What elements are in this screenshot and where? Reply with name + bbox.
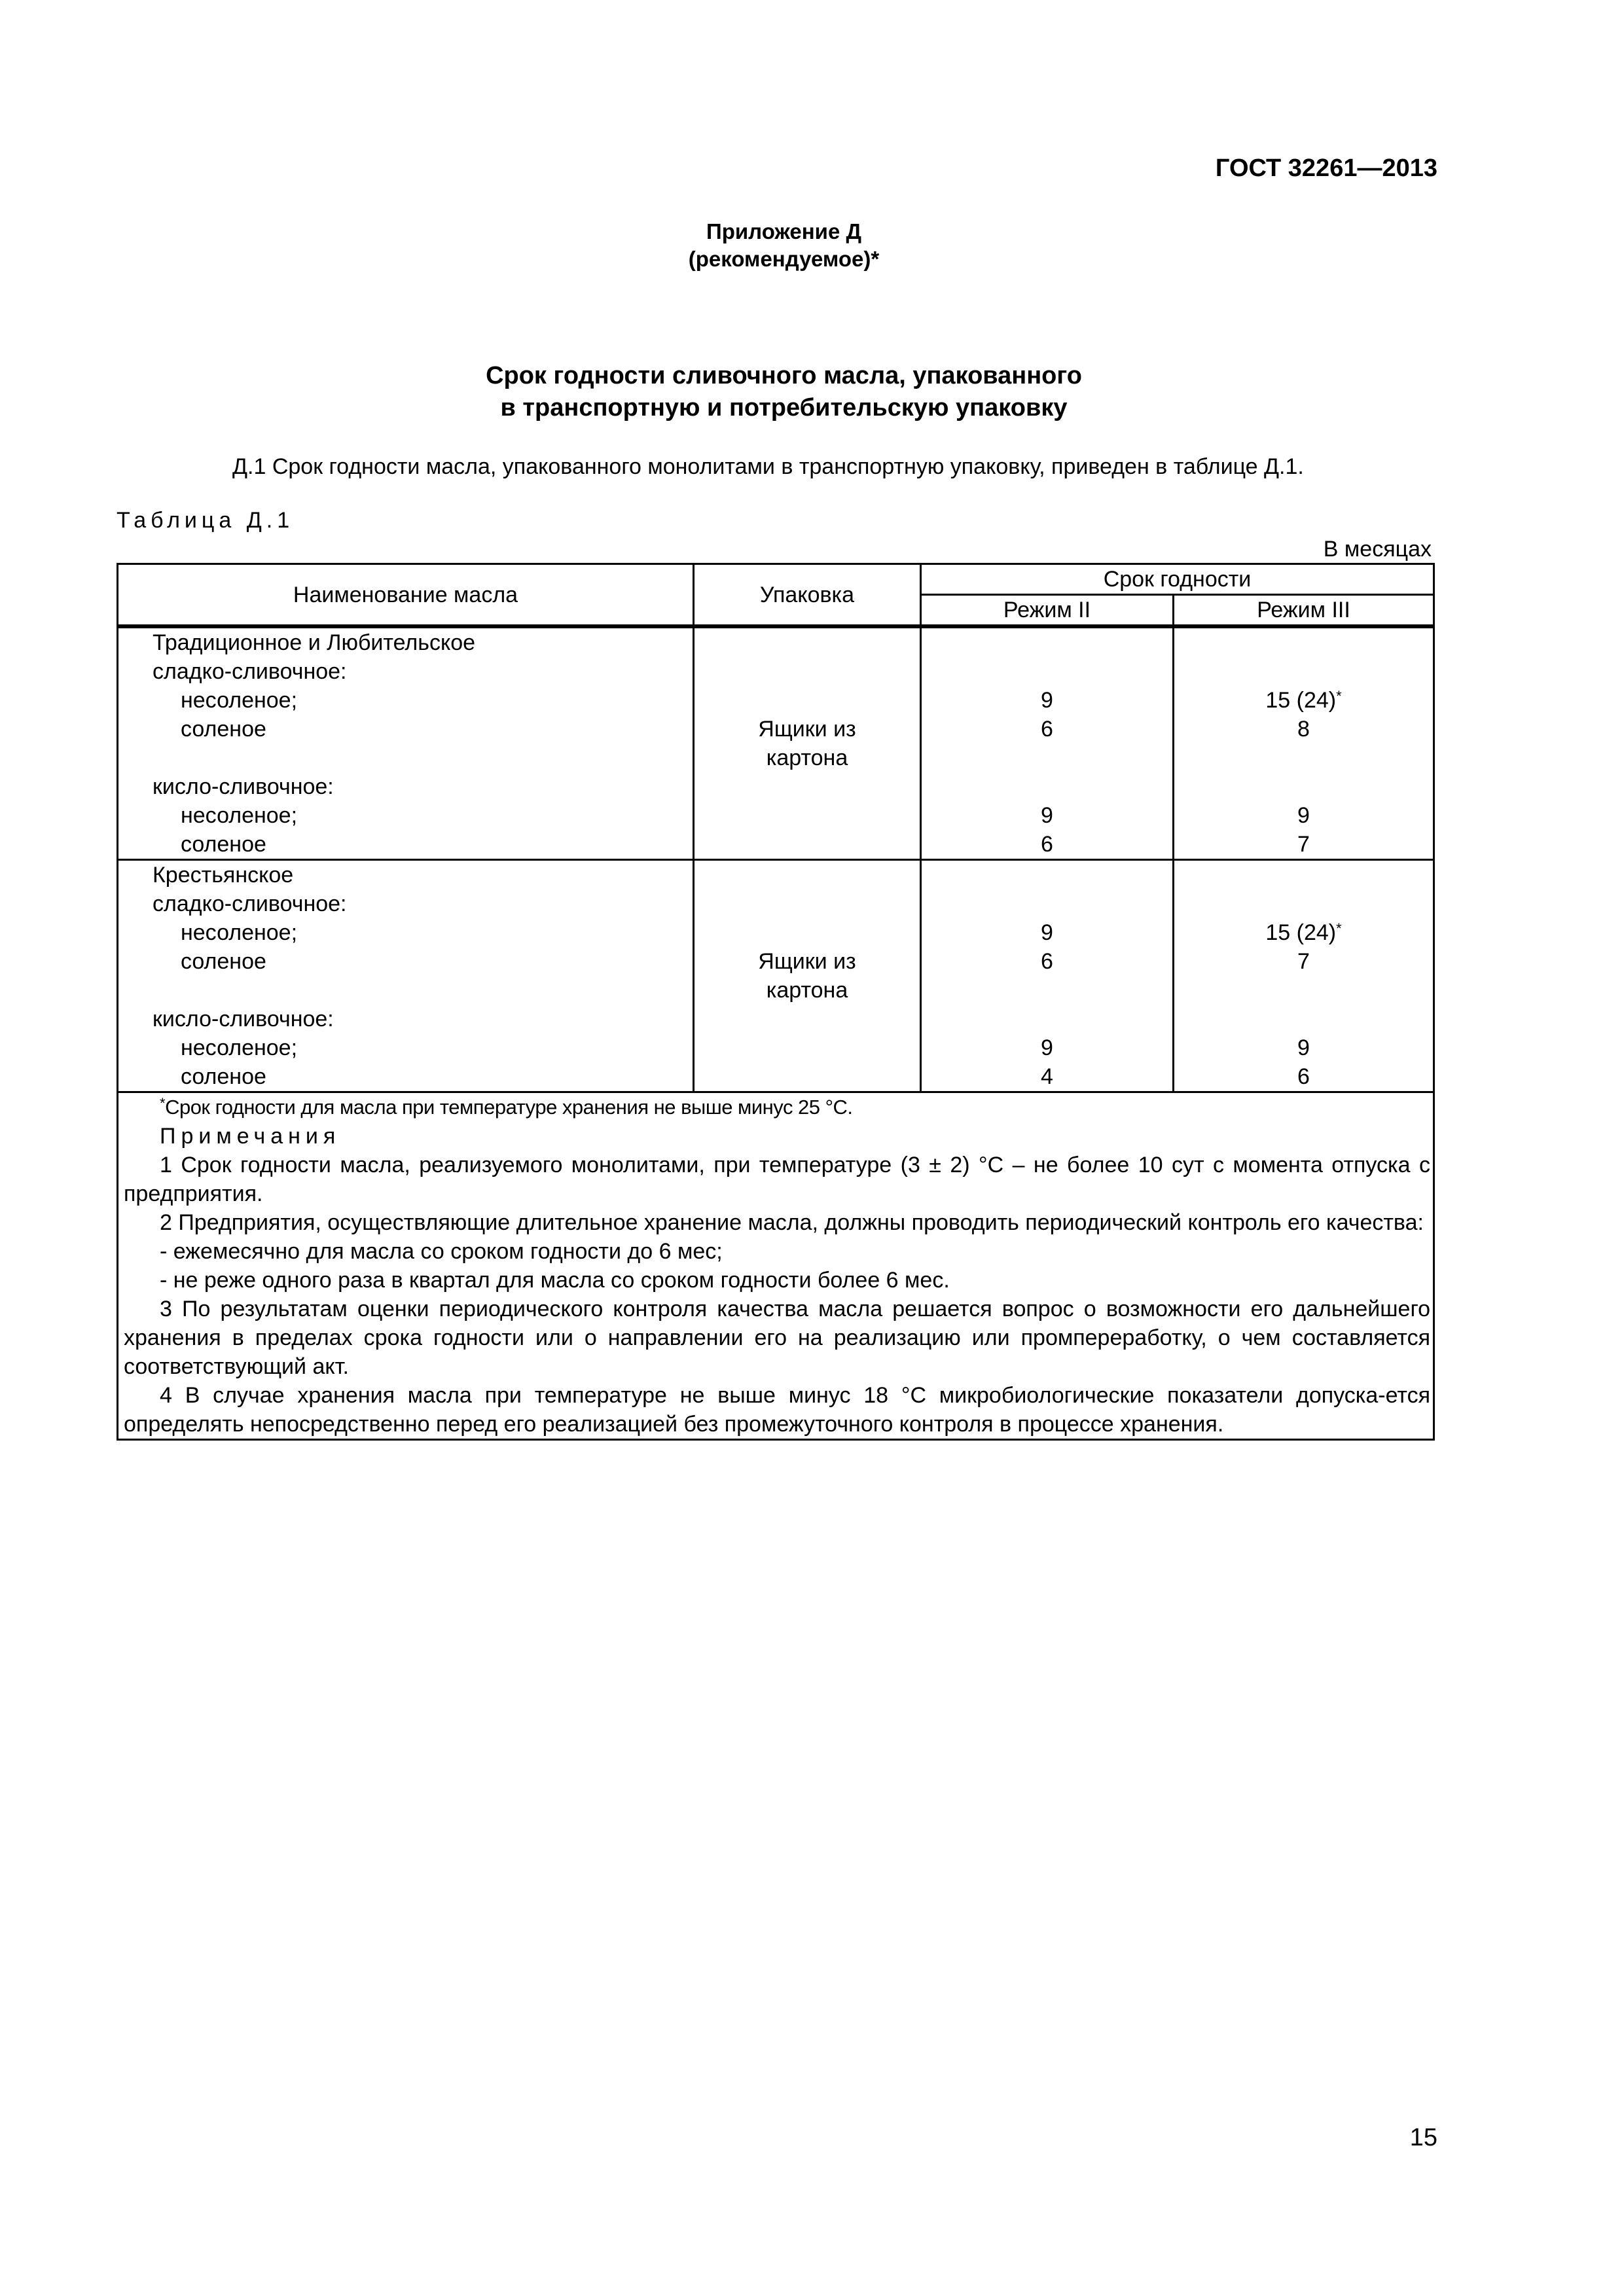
subgroup-label: сладко-сливочное:: [153, 659, 347, 684]
appendix-title: Приложение Д: [706, 219, 861, 243]
footnote-marker: *: [160, 1095, 166, 1111]
packaging-cell: [694, 860, 921, 1092]
subgroup-label: кисло-сливочное:: [153, 1007, 334, 1031]
item-label: несоленое;: [181, 920, 298, 945]
mode2-cell: [921, 860, 1174, 1092]
value: 7: [1297, 832, 1310, 857]
subgroup-label: сладко-сливочное:: [153, 891, 347, 916]
notes-title: Примечания: [160, 1124, 341, 1149]
value: 9: [1041, 920, 1053, 945]
item-label: соленое: [181, 832, 266, 857]
note-item: 4 В случае хранения масла при температуре не выше минус 18 °С микробиологические показатели допуска-ется определять непосредственно перед его реализацией без промежуточного контроля в процессе хранения.: [124, 1383, 1431, 1437]
header-packaging: Упаковка: [694, 564, 921, 627]
standard-number: ГОСТ 32261—2013: [1215, 154, 1437, 182]
mode3-cell: [1174, 626, 1434, 860]
note-item: 3 По результатам оценки периодического контроля качества масла решается вопрос о возможности его дальнейшего хранения в пределах срока годности или о направлении его на реализацию или промпереработку, о чем составляется соответствующий акт.: [124, 1297, 1431, 1379]
table-row: [118, 860, 1434, 1092]
note-item: 1 Срок годности масла, реализуемого монолитами, при температуре (3 ± 2) °С – не более 10 сут с момента отпуска с предприятия.: [124, 1153, 1431, 1206]
item-label: соленое: [181, 717, 266, 742]
subgroup-label: кисло-сливочное:: [153, 774, 334, 799]
item-label: соленое: [181, 1064, 266, 1089]
value: 9: [1041, 803, 1053, 828]
value: 15 (24): [1265, 920, 1337, 945]
value: 6: [1041, 717, 1053, 742]
intro-paragraph: Д.1 Срок годности масла, упакованного монолитами в транспортную упаковку, приведен в таблице Д.1.: [232, 454, 1304, 479]
packaging-line: Ящики из: [758, 949, 856, 974]
header-mode3: Режим III: [1174, 595, 1434, 627]
value: 6: [1041, 949, 1053, 974]
value: 7: [1297, 949, 1310, 974]
header-mode2: Режим II: [921, 595, 1174, 627]
note-item: 2 Предприятия, осуществляющие длительное хранение масла, должны проводить периодический контроль его качества:: [160, 1210, 1424, 1235]
notes-row: [118, 1092, 1434, 1440]
note-item: - ежемесячно для масла со сроком годности до 6 мес;: [160, 1239, 723, 1264]
appendix-status: (рекомендуемое)*: [688, 247, 880, 271]
group-title: Традиционное и Любительское: [153, 630, 476, 655]
value: 6: [1297, 1064, 1310, 1089]
value: 9: [1297, 1035, 1310, 1060]
value: 9: [1041, 688, 1053, 713]
table-row: [118, 626, 1434, 860]
value: 15 (24): [1265, 688, 1337, 713]
item-label: несоленое;: [181, 803, 298, 828]
group-name-cell: [118, 626, 694, 860]
table-units: В месяцах: [1323, 537, 1432, 562]
shelf-life-table: [117, 563, 1435, 1441]
packaging-line: Ящики из: [758, 717, 856, 742]
packaging-cell: [694, 626, 921, 860]
mode3-cell: [1174, 860, 1434, 1092]
item-label: соленое: [181, 949, 266, 974]
item-label: несоленое;: [181, 688, 298, 713]
section-title-line2: в транспортную и потребительскую упаковку: [500, 394, 1068, 422]
footnote: *Срок годности для масла при температуре хранения не выше минус 25 °С.: [160, 1095, 853, 1119]
item-label: несоленое;: [181, 1035, 298, 1060]
group-name-cell: [118, 860, 694, 1092]
header-shelf-life: Срок годности: [921, 564, 1434, 595]
notes-cell: [118, 1092, 1434, 1440]
header-name: Наименование масла: [118, 564, 694, 627]
value: 4: [1041, 1064, 1053, 1089]
packaging-line: картона: [766, 978, 848, 1003]
value: 9: [1041, 1035, 1053, 1060]
mode2-cell: [921, 626, 1174, 860]
group-title: Крестьянское: [153, 863, 294, 888]
note-item: - не реже одного раза в квартал для масла со сроком годности более 6 мес.: [160, 1268, 950, 1293]
page-number: 15: [1409, 2124, 1437, 2151]
packaging-line: картона: [766, 745, 848, 770]
section-title-line1: Срок годности сливочного масла, упакованного: [486, 362, 1082, 389]
value: 6: [1041, 832, 1053, 857]
footnote-marker: *: [1336, 688, 1342, 704]
footnote-marker: *: [1336, 920, 1342, 937]
value: 9: [1297, 803, 1310, 828]
value: 8: [1297, 717, 1310, 742]
table-caption: Таблица Д.1: [117, 508, 295, 533]
